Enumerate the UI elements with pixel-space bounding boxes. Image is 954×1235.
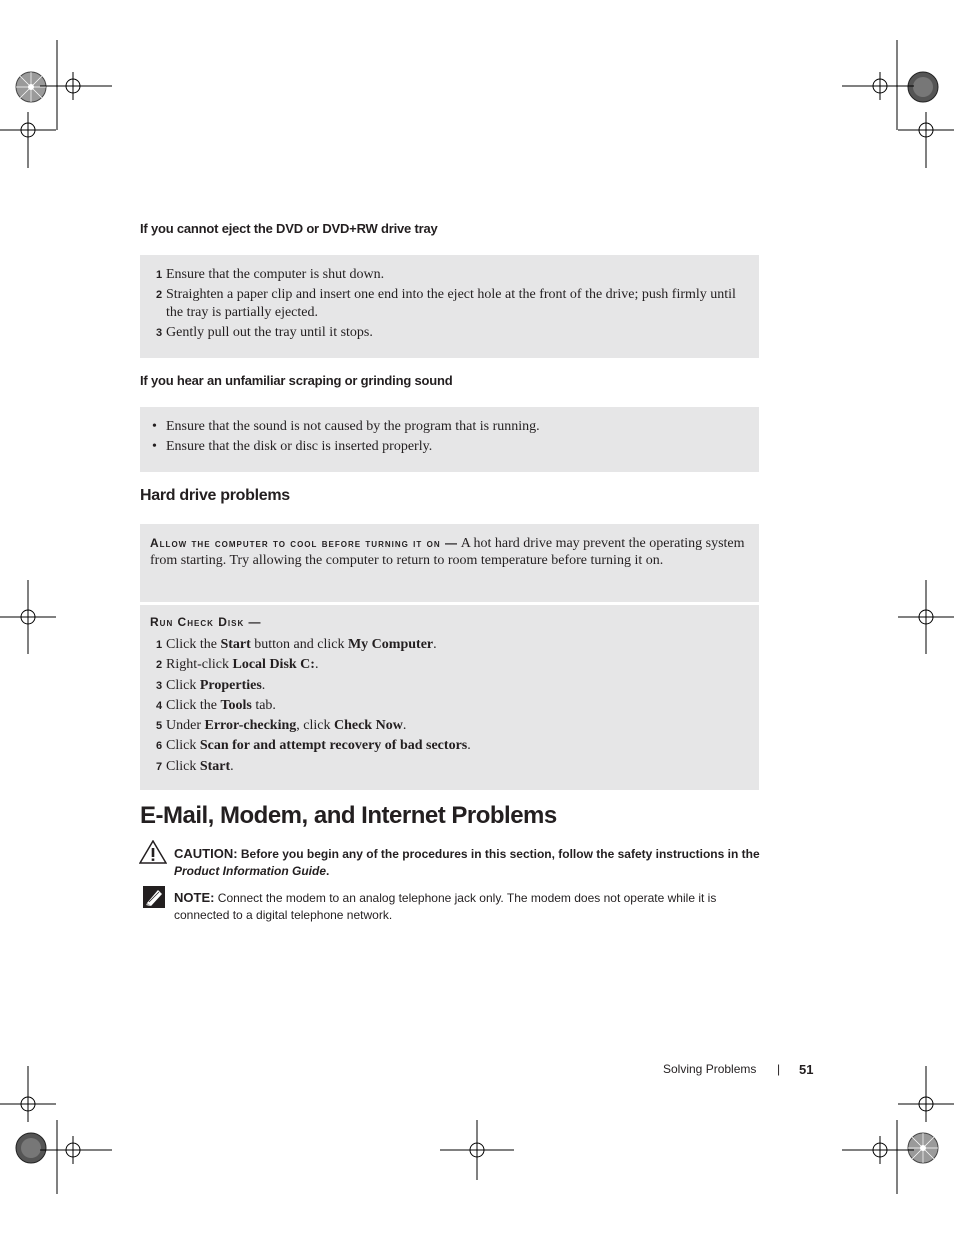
bullet-dot: • [152,419,157,434]
step-number: 2 [156,289,163,301]
crop-mark-right-top [898,112,954,168]
note-icon [143,886,165,908]
step-number: 1 [156,269,163,281]
crop-mark-bottom-center [440,1120,514,1180]
bullet-item [152,438,432,456]
step-text-part: tab. [251,698,276,713]
crop-mark-left-middle [0,580,56,654]
crop-mark-left-bottom [0,1066,56,1122]
step-text [166,677,748,695]
eject-tray-steps-box [140,255,759,358]
ui-term: Check Now [333,718,403,733]
email-section-heading: E-Mail, Modem, and Internet Problems [140,802,557,829]
crop-mark-left-top [0,112,56,168]
ui-term: Start [220,637,251,652]
step-text-part: button and click [250,637,348,652]
step-text [166,697,748,715]
crop-mark-bottom-right [842,1120,914,1194]
step-text-part: Click the [166,637,221,652]
eject-tray-heading: If you cannot eject the DVD or DVD+RW drive tray [140,221,438,236]
ui-term: Error-checking [204,718,297,733]
ui-term: Start [199,759,231,774]
step-text-part: Click [166,678,200,693]
scraping-sound-heading: If you hear an unfamiliar scraping or grinding sound [140,373,453,388]
check-disk-step-2 [156,656,748,674]
step-text-part: . [314,657,319,672]
caution-guide-title: Product Information Guide [174,864,326,878]
step-text [166,656,748,674]
cool-computer-title: Allow the computer to cool before turning it on — [150,536,458,550]
bullet-text: Ensure that the disk or disc is inserted properly. [166,439,433,454]
step-text [166,636,748,654]
note-notice [174,889,764,924]
step-text-part: . [433,637,437,652]
step-text-part: . [261,678,266,693]
note-text: Connect the modem to an analog telephone jack only. The modem does not operate while it is connected to a digital telephone network. [174,891,717,922]
step-number: 5 [156,720,163,732]
step-text [166,717,748,735]
cool-computer-text: A hot hard drive may prevent the operating system from starting. Try allowing the computer to return to room temperature before turning it on. [150,536,745,568]
ui-term: Scan for and attempt recovery of bad sectors [199,738,468,753]
step-number: 3 [156,680,163,692]
caution-text: Before you begin any of the procedures in this section, follow the safety instructions in the [240,847,760,861]
step-number: 2 [156,659,163,671]
step-number: 6 [156,740,163,752]
bullet-dot: • [152,439,157,454]
check-disk-step-5 [156,717,748,735]
step-text [166,758,748,776]
scraping-sound-box [140,407,759,472]
step-text-part: , click [296,718,334,733]
cool-computer-paragraph [150,535,749,569]
step-text-part: . [467,738,471,753]
caution-label: CAUTION: [174,846,238,861]
note-label: NOTE: [174,890,215,905]
ui-term: Tools [220,698,252,713]
crop-mark-right-bottom [898,1066,954,1122]
page-number: 51 [799,1062,814,1077]
step-text-part: Click the [166,698,221,713]
check-disk-box [140,605,759,790]
caution-notice [174,845,764,880]
caution-end: . [326,864,330,878]
step-text [166,737,748,755]
step-number: 1 [156,639,163,651]
ui-term: Local Disk C: [232,657,315,672]
bullet-text: Ensure that the sound is not caused by the program that is running. [166,419,540,434]
check-disk-step-3 [156,677,748,695]
step-text-part: Under [166,718,205,733]
bullet-item [152,418,540,436]
hard-drive-heading: Hard drive problems [140,487,290,504]
step-text: Straighten a paper clip and insert one end into the eject hole at the front of the drive; push firmly until the tray is partially ejected. [166,287,736,320]
step-text: Gently pull out the tray until it stops. [166,325,373,340]
check-disk-step-4 [156,697,748,715]
step-text-part: . [230,759,234,774]
step-text: Ensure that the computer is shut down. [166,267,385,282]
eject-step-2 [156,286,748,322]
check-disk-step-1 [156,636,748,654]
cool-computer-box [140,524,759,602]
check-disk-step-6 [156,737,748,755]
step-text-part: . [402,718,407,733]
ui-term: My Computer [347,637,434,652]
step-text-part: Click [166,759,200,774]
check-disk-step-7 [156,758,748,776]
step-number: 3 [156,327,163,339]
footer-section-title: Solving Problems [663,1062,757,1076]
check-disk-title: Run Check Disk — [150,615,262,629]
footer-separator: | [777,1062,781,1076]
crop-mark-right-middle [898,580,954,654]
eject-step-3 [156,324,748,342]
step-text-part: Right-click [166,657,233,672]
step-number: 7 [156,761,163,773]
eject-step-1 [156,266,748,284]
step-number: 4 [156,700,163,712]
caution-icon [139,840,167,864]
crop-mark-bottom-left [40,1120,112,1194]
step-text-part: Click [166,738,200,753]
ui-term: Properties [199,678,262,693]
